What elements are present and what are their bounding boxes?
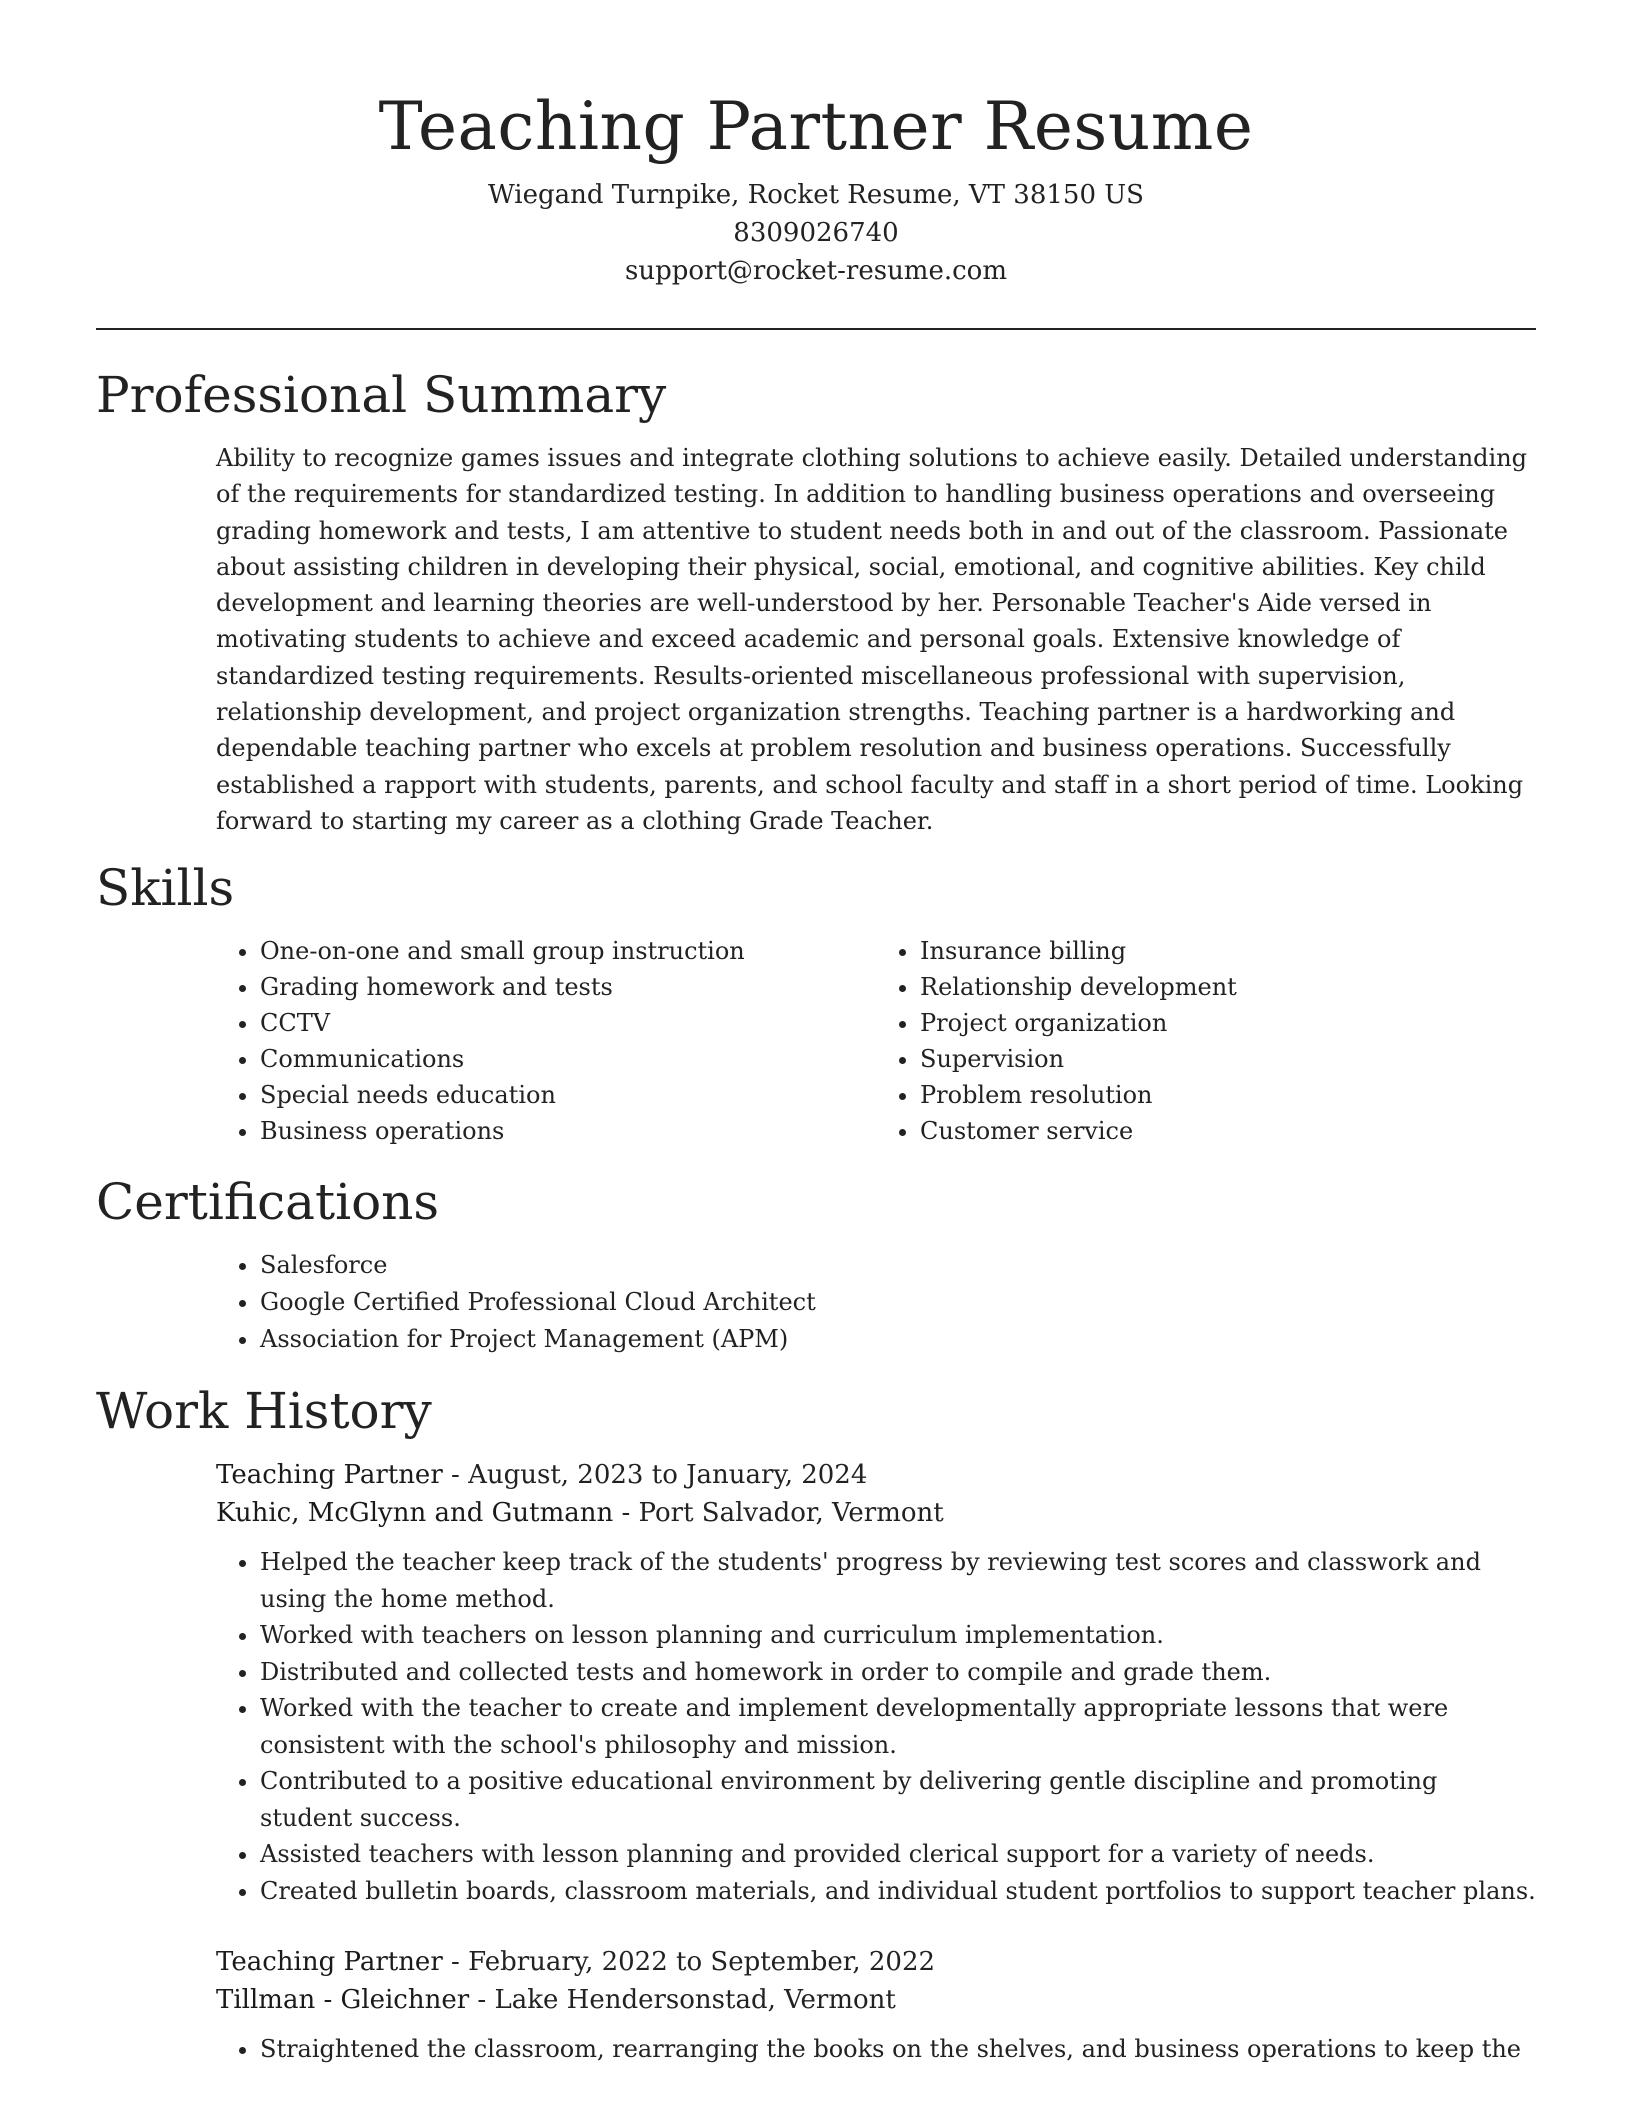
job-duty-item: • Assisted teachers with lesson planning and provided clerical support for a variety of needs.: [260, 1836, 1536, 1873]
skill-item: • Insurance billing: [920, 933, 1536, 969]
skill-item: • Problem resolution: [920, 1077, 1536, 1113]
skills-heading: Skills: [96, 859, 235, 918]
skill-item: • Customer service: [920, 1113, 1536, 1149]
job-entry: [216, 1943, 1536, 2068]
resume-page: [96, 0, 1536, 2068]
job-duty-item: • Distributed and collected tests and homework in order to compile and grade them.: [260, 1654, 1536, 1691]
skill-item: • One-on-one and small group instruction: [260, 933, 876, 969]
certifications-section: [96, 1171, 1536, 1358]
skill-item: • Project organization: [920, 1005, 1536, 1041]
skill-item: • Business operations: [260, 1113, 876, 1149]
header-divider: [96, 328, 1536, 330]
job-duties-list: [216, 1544, 1536, 1909]
job-duty-item: • Worked with the teacher to create and implement developmentally appropriate lessons that were consistent with the school's philosophy and mission.: [260, 1690, 1536, 1763]
job-title: Teaching Partner: [216, 1947, 443, 1978]
job-location: - Lake Hendersonstad, Vermont: [469, 1985, 896, 2016]
skill-item: • Grading homework and tests: [260, 969, 876, 1005]
skill-item: • Special needs education: [260, 1077, 876, 1113]
work-history-heading: Work History: [96, 1382, 432, 1441]
job-dates: - August, 2023 to January, 2024: [442, 1460, 868, 1491]
job-company-line: [216, 1494, 1536, 1532]
summary-text: Ability to recognize games issues and integrate clothing solutions to achieve easily. Detailed understanding of the requirements for standardized testing. In addition to handling business operations and overseeing grading homework and tests, I am attentive to student needs both in and out of the classroom. Passionate about assisting children in developing their physical, social, emotional, and cognitive abilities. Key child development and learning theories are well-understood by her. Personable Teacher's Aide versed in motivating students to achieve and exceed academic and personal goals. Extensive knowledge of standardized testing requirements. Results-oriented miscellaneous professional with supervision, relationship development, and project organization strengths. Teaching partner is a hardworking and dependable teaching partner who excels at problem resolution and business operations. Successfully established a rapport with students, parents, and school faculty and staff in a short period of time. Looking forward to starting my career as a clothing Grade Teacher.: [216, 444, 1528, 835]
contact-block: [96, 176, 1536, 290]
certification-item: • Association for Project Management (APM): [260, 1321, 1536, 1358]
job-duty-item: • Helped the teacher keep track of the students' progress by reviewing test scores and classwork and using the home method.: [260, 1544, 1536, 1617]
skill-item: • Supervision: [920, 1041, 1536, 1077]
skill-item: • Relationship development: [920, 969, 1536, 1005]
certifications-heading: Certifications: [96, 1173, 440, 1232]
summary-heading: Professional Summary: [96, 366, 667, 424]
skills-columns: [216, 933, 1536, 1149]
resume-title: Teaching Partner Resume: [378, 88, 1254, 165]
contact-phone: 8309026740: [733, 218, 899, 248]
job-entry: [216, 1456, 1536, 1909]
job-duty-item: • Created bulletin boards, classroom materials, and individual student portfolios to support teacher plans.: [260, 1873, 1536, 1910]
job-duty-item: • Contributed to a positive educational environment by delivering gentle discipline and promoting student success.: [260, 1763, 1536, 1836]
skill-item: • Communications: [260, 1041, 876, 1077]
job-title-line: [216, 1456, 1536, 1494]
job-title: Teaching Partner: [216, 1460, 443, 1491]
job-company: Kuhic, McGlynn and Gutmann: [216, 1498, 614, 1529]
job-title-line: [216, 1943, 1536, 1981]
summary-section: [96, 364, 1536, 839]
resume-header: [96, 0, 1536, 290]
contact-email: support@rocket-resume.com: [624, 256, 1007, 286]
certification-item: • Google Certified Professional Cloud Architect: [260, 1284, 1536, 1321]
job-company-line: [216, 1981, 1536, 2019]
skills-list-left: [216, 933, 876, 1149]
job-duty-item: • Straightened the classroom, rearranging the books on the shelves, and business operations to keep the: [260, 2031, 1536, 2068]
job-duties-list: [216, 2031, 1536, 2068]
skills-section: [96, 857, 1536, 1149]
job-company: Tillman - Gleichner: [216, 1985, 470, 2016]
job-location: - Port Salvador, Vermont: [613, 1498, 944, 1529]
work-history-section: [96, 1380, 1536, 2068]
job-duty-item: • Worked with teachers on lesson planning and curriculum implementation.: [260, 1617, 1536, 1654]
skills-list-right: [876, 933, 1536, 1149]
certifications-list: [216, 1247, 1536, 1358]
job-dates: - February, 2022 to September, 2022: [442, 1947, 936, 1978]
contact-address: Wiegand Turnpike, Rocket Resume, VT 38150 US: [487, 180, 1144, 210]
certification-item: • Salesforce: [260, 1247, 1536, 1284]
skill-item: • CCTV: [260, 1005, 876, 1041]
